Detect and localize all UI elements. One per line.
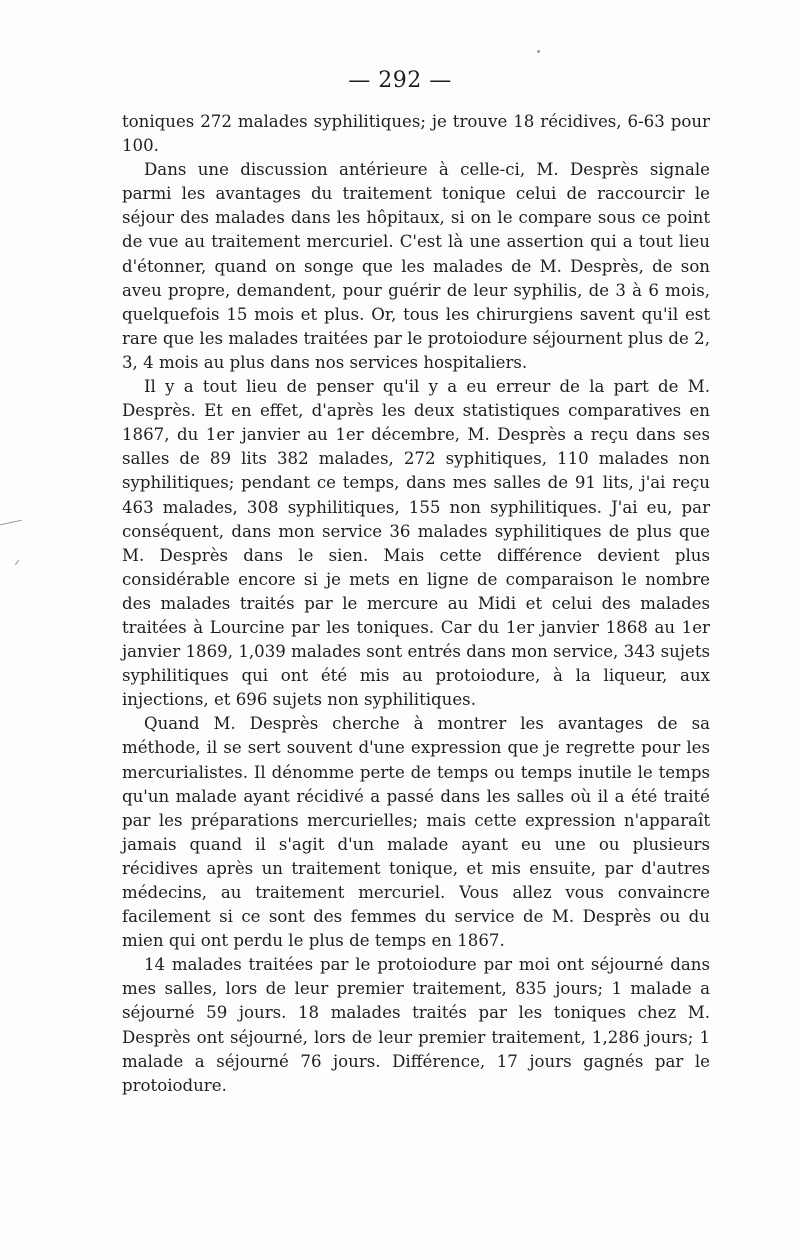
body-text <box>122 110 710 1098</box>
paragraph-1: toniques 272 malades syphilitiques; je trouve 18 récidives, 6-63 pour 100. <box>122 112 710 156</box>
paragraph-4: Quand M. Desprès cherche à montrer les avantages de sa méthode, il se sert souvent d'une expression que je regrette pour les mercurialistes. Il dénomme perte de temps ou temps inutile le temps qu'un malade ayant récidivé a passé dans les salles où il a été traité par les préparations mercurielles; mais cette expression n'apparaît jamais quand il s'agit d'un malade ayant eu une ou plusieurs récidives après un traitement tonique, et mis ensuite, par d'autres médecins, au traitement mercuriel. Vous allez vous convaincre facilement si ce sont des femmes du service de M. Desprès ou du mien qui ont perdu le plus de temps en 1867. <box>122 714 710 951</box>
paragraph-5: 14 malades traitées par le protoiodure par moi ont séjourné dans mes salles, lors de leur premier traitement, 835 jours; 1 malade a séjourné 59 jours. 18 malades traités par les toniques chez M. Desprès ont séjourné, lors de leur premier traitement, 1,286 jours; 1 malade a séjourné 76 jours. Différence, 17 jours gagnés par le protoiodure. <box>122 955 710 1095</box>
scan-mark-left <box>0 520 22 526</box>
scan-mark-left-2 <box>15 560 19 565</box>
scan-mark-top <box>537 50 540 53</box>
paragraph-3: Il y a tout lieu de penser qu'il y a eu erreur de la part de M. Desprès. Et en effet, d'après les deux statistiques comparatives en 1867, du 1er janvier au 1er décembre, M. Desprès a reçu dans ses salles de 89 lits 382 malades, 272 syphitiques, 110 malades non syphilitiques; pendant ce temps, dans mes salles de 91 lits, j'ai reçu 463 malades, 308 syphilitiques, 155 non syphilitiques. J'ai eu, par conséquent, dans mon service 36 malades syphilitiques de plus que M. Desprès dans le sien. Mais cette différence devient plus considérable encore si je mets en ligne de comparaison le nombre des malades traités par le mercure au Midi et celui des malades traitées à Lourcine par les toniques. Car du 1er janvier 1868 au 1er janvier 1869, 1,039 malades sont entrés dans mon service, 343 sujets syphilitiques qui ont été mis au protoiodure, à la liqueur, aux injections, et 696 sujets non syphilitiques. <box>122 377 710 710</box>
page-number: — 292 — <box>348 68 452 93</box>
paragraph-2: Dans une discussion antérieure à celle-ci, M. Desprès signale parmi les avantages du traitement tonique celui de raccourcir le séjour des malades dans les hôpitaux, si on le compare sous ce point de vue au traitement mercuriel. C'est là une assertion qui a tout lieu d'étonner, quand on songe que les malades de M. Desprès, de son aveu propre, demandent, pour guérir de leur syphilis, de 3 à 6 mois, quelquefois 15 mois et plus. Or, tous les chirurgiens savent qu'il est rare que les malades traitées par le protoiodure séjournent plus de 2, 3, 4 mois au plus dans nos services hospitaliers. <box>122 160 710 372</box>
